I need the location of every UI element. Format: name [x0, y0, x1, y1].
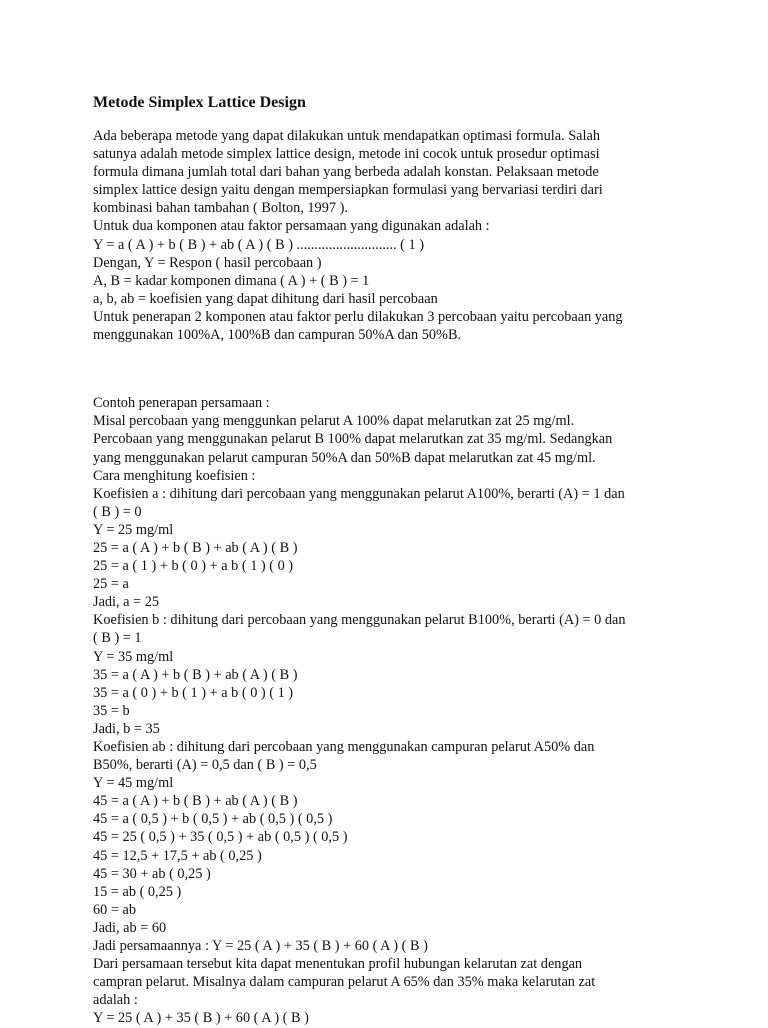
text-line: Jadi, a = 25 — [93, 594, 160, 611]
text-line: adalah : — [93, 992, 138, 1009]
text-line: 35 = a ( A ) + b ( B ) + ab ( A ) ( B ) — [93, 666, 298, 683]
text-line: Dengan, Y = Respon ( hasil percobaan ) — [93, 254, 322, 271]
text-line: 25 = a — [93, 576, 129, 593]
text-line: Percobaan yang menggunakan pelarut B 100% dapat melarutkan zat 35 mg/ml. Sedangkan — [93, 431, 613, 448]
blank-line — [93, 360, 733, 378]
text-line: a, b, ab = koefisien yang dapat dihitung dari hasil percobaan — [93, 290, 438, 307]
text-line: 45 = 30 + ab ( 0,25 ) — [93, 865, 211, 882]
text-line: B50%, berarti (A) = 0,5 dan ( B ) = 0,5 — [93, 757, 317, 774]
text-line: Untuk penerapan 2 komponen atau faktor perlu dilakukan 3 percobaan yaitu percobaan yang — [93, 308, 623, 325]
text-line: Jadi, ab = 60 — [93, 919, 167, 936]
text-line: Koefisien a : dihitung dari percobaan yang menggunakan pelarut A100%, berarti (A) = 1 dan — [93, 485, 625, 502]
text-line: kombinasi bahan tambahan ( Bolton, 1997 ). — [93, 200, 348, 217]
text-line: Jadi persamaannya : Y = 25 ( A ) + 35 ( B ) + 60 ( A ) ( B ) — [93, 938, 428, 955]
text-line: Y = 25 mg/ml — [93, 521, 174, 538]
text-line: Koefisien ab : dihitung dari percobaan yang menggunakan campuran pelarut A50% dan — [93, 739, 595, 755]
text-line: Contoh penerapan persamaan : — [93, 395, 270, 412]
text-line: Y = 25 ( A ) + 35 ( B ) + 60 ( A ) ( B ) — [93, 1010, 309, 1027]
text-line: Koefisien b : dihitung dari percobaan yang menggunakan pelarut B100%, berarti (A) = 0 dan — [93, 612, 626, 629]
text-line: Y = 45 mg/ml — [93, 775, 174, 792]
text-line: Jadi, b = 35 — [93, 720, 160, 737]
text-line: Untuk dua komponen atau faktor persamaan yang digunakan adalah : — [93, 218, 490, 235]
text-line: simplex lattice design yaitu dengan mempersiapkan formulasi yang bervariasi terdiri dari — [93, 182, 603, 199]
text-line: 15 = ab ( 0,25 ) — [93, 883, 182, 900]
text-line: satunya adalah metode simplex lattice design, metode ini cocok untuk prosedur optimasi — [93, 146, 600, 163]
document-page — [93, 93, 733, 1028]
text-line: ( B ) = 1 — [93, 630, 142, 647]
text-line: Cara menghitung koefisien : — [93, 467, 256, 484]
text-line: 45 = 25 ( 0,5 ) + 35 ( 0,5 ) + ab ( 0,5 ) ( 0,5 ) — [93, 829, 348, 846]
text-line: Y = a ( A ) + b ( B ) + ab ( A ) ( B ) ............................ ( 1 ) — [93, 236, 425, 253]
text-line: campran pelarut. Misalnya dalam campuran pelarut A 65% dan 35% maka kelarutan zat — [93, 974, 596, 991]
text-line: menggunakan 100%A, 100%B dan campuran 50%A dan 50%B. — [93, 327, 462, 344]
text-line: A, B = kadar komponen dimana ( A ) + ( B ) = 1 — [93, 272, 370, 289]
text-line: Ada beberapa metode yang dapat dilakukan untuk mendapatkan optimasi formula. Salah — [93, 128, 600, 144]
text-line: Y = 35 mg/ml — [93, 648, 174, 665]
text-line: ( B ) = 0 — [93, 503, 142, 520]
text-line: 60 = ab — [93, 901, 137, 918]
text-line: 35 = b — [93, 702, 130, 719]
text-line: 25 = a ( 1 ) + b ( 0 ) + a b ( 1 ) ( 0 ) — [93, 558, 294, 575]
text-line: 45 = 12,5 + 17,5 + ab ( 0,25 ) — [93, 847, 262, 864]
text-line: formula dimana jumlah total dari bahan yang berbeda adalah konstan. Pelaksaan metode — [93, 164, 599, 181]
text-line: Misal percobaan yang menggunkan pelarut A 100% dapat melarutkan zat 25 mg/ml. — [93, 413, 575, 430]
text-line: Dari persamaan tersebut kita dapat menentukan profil hubungan kelarutan zat dengan — [93, 956, 583, 973]
text-line: 45 = a ( 0,5 ) + b ( 0,5 ) + ab ( 0,5 ) ( 0,5 ) — [93, 811, 333, 828]
document-title: Metode Simplex Lattice Design — [93, 94, 306, 111]
text-line: yang menggunakan pelarut campuran 50%A dan 50%B dapat melarutkan zat 45 mg/ml. — [93, 449, 596, 466]
document-body — [93, 127, 733, 1028]
text-line: 25 = a ( A ) + b ( B ) + ab ( A ) ( B ) — [93, 539, 298, 556]
text-line: 45 = a ( A ) + b ( B ) + ab ( A ) ( B ) — [93, 793, 298, 810]
text-line: 35 = a ( 0 ) + b ( 1 ) + a b ( 0 ) ( 1 ) — [93, 684, 294, 701]
